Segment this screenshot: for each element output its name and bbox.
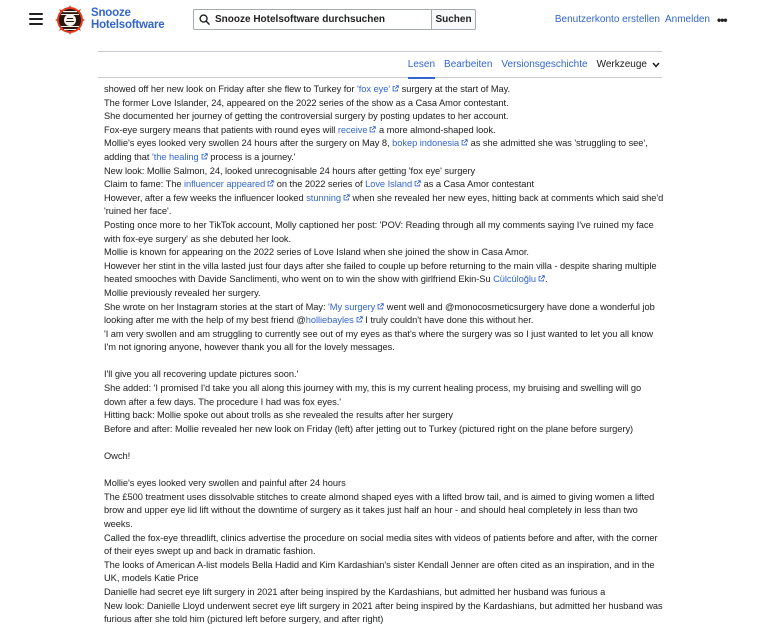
tools-label: Werkzeuge: [596, 59, 647, 70]
page-tabs: [399, 52, 662, 78]
external-link[interactable]: [493, 274, 545, 284]
text: process is a journey.': [207, 151, 296, 162]
external-link[interactable]: [184, 179, 274, 189]
external-link-icon: [343, 194, 350, 201]
paragraph: 'I am very swollen and am struggling to currently see out of my eyes as that's where the surgery was so I just wanted to let you all know I'm not ignoring anyone, however thank you all for the lovely messages.: [104, 328, 654, 353]
chevron-down-icon: [652, 62, 660, 68]
site-logo[interactable]: [55, 5, 85, 35]
link-text: 'My surgery: [328, 301, 376, 312]
text: I truly couldn't have done this without her.: [362, 315, 534, 326]
text: However, after a few weeks the influencer looked: [104, 192, 307, 203]
external-link[interactable]: [328, 302, 384, 312]
external-link[interactable]: [306, 315, 363, 325]
external-link-icon: [356, 316, 363, 323]
external-link-icon: [201, 153, 208, 160]
link-text: stunning: [306, 192, 341, 203]
text: Claim to fame: The: [104, 179, 184, 190]
page-toolbar: [98, 51, 662, 78]
paragraph: [104, 192, 664, 219]
text: .: [545, 274, 548, 285]
text: went well and @monocosmeticsurgery have done a wonderful job looking after me with the help of my best friend @: [104, 301, 655, 326]
link-text: bokep indonesia: [392, 138, 460, 149]
external-link[interactable]: [338, 125, 377, 135]
hamburger-icon-bar: [29, 23, 43, 25]
external-link-icon: [538, 275, 545, 282]
paragraph: New look: Mollie Salmon, 24, looked unrecognisable 24 hours after getting 'fox eye' surgery: [104, 165, 476, 176]
link-text: receive: [337, 124, 368, 135]
paragraph: I'll give you all recovering update pictures soon.': [104, 369, 299, 380]
search-form: [193, 9, 476, 30]
text: surgery at the start of May.: [399, 84, 511, 94]
link-text: influencer appeared: [184, 179, 266, 190]
paragraph: [104, 124, 664, 138]
link-text: 'fox eye': [357, 84, 391, 94]
text: showed off her new look on Friday after she flew to Turkey for: [104, 84, 357, 94]
search-button[interactable]: Suchen: [431, 9, 476, 30]
paragraph-gap: [104, 436, 664, 450]
text: Mollie's eyes looked very swollen 24 hours after the surgery on May 8,: [104, 138, 393, 149]
external-link[interactable]: [365, 179, 421, 189]
paragraph: [104, 301, 664, 328]
paragraph-gap: [104, 464, 664, 478]
search-field[interactable]: [193, 9, 431, 30]
text: as a Casa Amor contestant: [421, 179, 535, 190]
image-caption: Hitting back: Mollie spoke out about trolls as she revealed the results after her surgery: [104, 410, 454, 421]
paragraph: [104, 260, 664, 287]
tab-edit[interactable]: Bearbeiten: [444, 59, 493, 70]
image-caption: Before and after: Mollie revealed her new look on Friday (left) after jetting out to Turkey (pictured right on the plane before surgery): [104, 423, 634, 434]
create-account-link[interactable]: Benutzerkonto erstellen: [554, 14, 660, 25]
image-caption: Mollie's eyes looked very swollen and painful after 24 hours: [104, 478, 346, 489]
paragraph-gap: [104, 355, 664, 369]
text: when she revealed her new eyes, hitting back at comments which said she'd 'ruined her face'.: [104, 192, 664, 217]
paragraph: Called the fox-eye threadlift, clinics advertise the procedure on social media sites with videos of patients before and after, with the corner of their eyes swept up and back in dramatic fashion.: [104, 532, 658, 557]
text: a more almond-shaped look.: [376, 124, 496, 135]
paragraph: [104, 137, 664, 164]
text: as she admitted she was 'struggling to see', adding that: [104, 138, 648, 162]
search-icon: [199, 14, 210, 25]
site-header: [0, 0, 760, 40]
external-link[interactable]: [392, 138, 468, 148]
paragraph: The former Love Islander, 24, appeared on the 2022 series of the show as a Casa Amor contestant.: [104, 97, 509, 108]
main-menu-button[interactable]: [28, 11, 44, 27]
external-link[interactable]: [152, 152, 208, 162]
user-links: [555, 14, 710, 25]
paragraph: Mollie previously revealed her surgery.: [104, 287, 261, 298]
paragraph: The £500 treatment uses dissolvable stitches to create almond shaped eyes with a lifted brow tail, and is aimed to giving women a lifted brow and upper eye lid lift without the downtime of surgery as it takes just half an hour - and should heal completely in less than two weeks.: [104, 491, 655, 529]
paragraph: Danielle had secret eye lift surgery in 2021 after being inspired by the Kardashians, but admitted her husband was furious a: [104, 586, 606, 597]
more-options-button[interactable]: •••: [717, 13, 727, 27]
site-wordmark[interactable]: [91, 7, 164, 31]
link-text: Cülcüloğlu: [493, 274, 537, 285]
site-name-line2: Hotelsoftware: [91, 19, 165, 31]
hamburger-icon-bar: [29, 13, 43, 15]
article-body: [104, 83, 664, 627]
image-caption: New look: Danielle Lloyd underwent secret eye lift surgery in 2021 after being inspired by the Kardashians, but admitted her husband was furious after she told him (pictured left before surgery, and after right): [104, 600, 663, 625]
tab-history[interactable]: Versionsgeschichte: [501, 59, 588, 70]
text: Fox-eye surgery means that patients with round eyes will: [104, 124, 338, 135]
paragraph: She documented her journey of getting the controversial surgery by posting updates to her account.: [104, 111, 509, 122]
paragraph: Posting once more to her TikTok account, Molly captioned her post: 'POV: Reading through all my comments saying I've ruined my face with fox-eye surgery' as she debuted her look.: [104, 219, 654, 244]
search-input[interactable]: [215, 14, 415, 25]
paragraph: She added: 'I promised I'd take you all along this journey with my, this is my current healing process, my bruising and swelling will go down after a few days. The procedure I had was fox eyes.': [104, 383, 642, 407]
text: However her stint in the villa lasted just four days after she failed to couple up before returning to the main villa - despite sharing multiple heated smooches with Davide Sanclimenti, who went on to win the show with girlfriend Ekin-Su: [104, 260, 657, 285]
paragraph: [104, 178, 664, 192]
paragraph: The looks of American A-list models Bella Hadid and Kim Kardashian's sister Kendall Jenner are often cited as an inspiration, and in the UK, models Katie Price: [104, 559, 655, 584]
paragraph: [104, 83, 664, 97]
site-name-line1: Snooze: [91, 7, 131, 19]
external-link[interactable]: [357, 84, 399, 94]
tab-read[interactable]: Lesen: [408, 52, 435, 78]
text: She wrote on her Instagram stories at the start of May:: [104, 301, 329, 312]
link-text: 'the healing: [152, 151, 199, 162]
link-text: holliebayles: [305, 315, 354, 326]
paragraph: Mollie is known for appearing on the 2022 series of Love Island when she joined the show in Casa Amor.: [104, 247, 529, 258]
text: on the 2022 series of: [274, 179, 366, 190]
login-link[interactable]: Anmelden: [664, 14, 710, 25]
paragraph: Owch!: [104, 451, 131, 462]
hamburger-icon-bar: [29, 18, 43, 20]
tools-dropdown[interactable]: [597, 52, 662, 78]
external-link[interactable]: [306, 193, 350, 203]
link-text: Love Island: [365, 179, 413, 190]
